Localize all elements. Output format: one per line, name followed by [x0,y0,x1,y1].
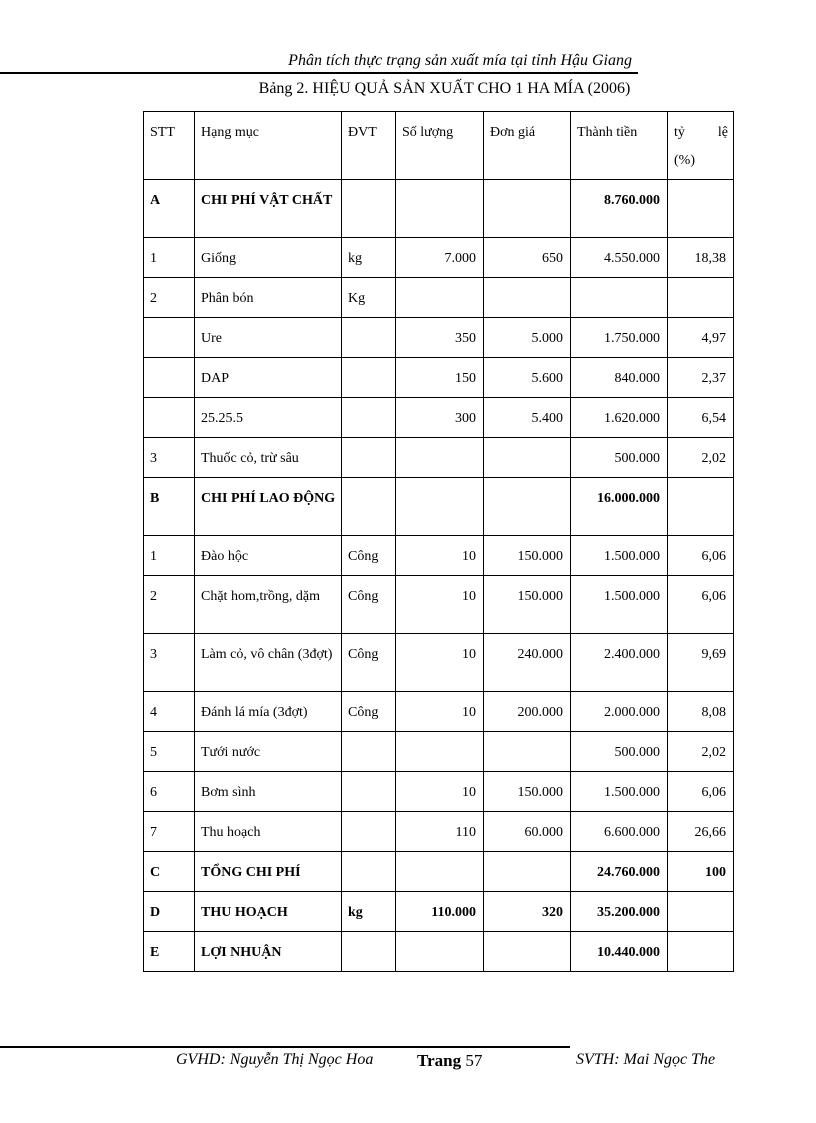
cell-percent: 8,08 [668,692,734,732]
cell-stt: E [144,932,195,972]
cell-percent: 100 [668,852,734,892]
cell-amount: 35.200.000 [571,892,668,932]
cell-unit-price [484,180,571,238]
cell-amount: 10.440.000 [571,932,668,972]
cell-item: THU HOẠCH [195,892,342,932]
table-row [144,318,734,358]
cell-unit-price [484,732,571,772]
cell-stt [144,318,195,358]
table-row [144,732,734,772]
cell-stt: 2 [144,278,195,318]
cell-quantity [396,932,484,972]
cell-quantity: 110.000 [396,892,484,932]
cell-quantity: 300 [396,398,484,438]
cell-amount: 6.600.000 [571,812,668,852]
cell-percent [668,278,734,318]
cell-amount: 1.500.000 [571,576,668,634]
header-rule [0,72,638,74]
cell-percent [668,478,734,536]
cell-item: CHI PHÍ LAO ĐỘNG [195,478,342,536]
cell-item: Phân bón [195,278,342,318]
cell-item: LỢI NHUẬN [195,932,342,972]
cell-unit [342,852,396,892]
cell-quantity: 10 [396,576,484,634]
cell-item: Thuốc cỏ, trừ sâu [195,438,342,478]
running-header-title: Phân tích thực trạng sản xuất mía tại tỉnh Hậu Giang [288,52,632,69]
table-row [144,812,734,852]
cell-item: DAP [195,358,342,398]
cell-stt: C [144,852,195,892]
cell-quantity: 150 [396,358,484,398]
cell-percent: 6,06 [668,576,734,634]
cell-unit-price: 150.000 [484,536,571,576]
cell-percent [668,180,734,238]
cell-unit: kg [342,892,396,932]
cell-quantity [396,180,484,238]
cell-amount: 1.620.000 [571,398,668,438]
footer-advisor: GVHD: Nguyễn Thị Ngọc Hoa [176,1051,374,1068]
col-header-quantity: Số lượng [396,112,484,180]
cell-unit [342,812,396,852]
col-header-stt: STT [144,112,195,180]
cell-unit [342,318,396,358]
cell-quantity [396,852,484,892]
cell-amount: 500.000 [571,732,668,772]
cell-quantity: 350 [396,318,484,358]
cell-stt: 1 [144,238,195,278]
cell-stt: 7 [144,812,195,852]
cell-unit-price: 200.000 [484,692,571,732]
cell-percent: 2,02 [668,732,734,772]
cell-stt: 3 [144,634,195,692]
cell-unit-price: 150.000 [484,576,571,634]
table-row [144,772,734,812]
cell-quantity: 7.000 [396,238,484,278]
cell-unit [342,732,396,772]
col-header-percent-unit: (%) [674,153,695,168]
cell-stt: 6 [144,772,195,812]
cell-amount: 24.760.000 [571,852,668,892]
cell-unit-price: 60.000 [484,812,571,852]
cell-stt: 1 [144,536,195,576]
cell-item: Đánh lá mía (3đợt) [195,692,342,732]
cell-amount: 1.750.000 [571,318,668,358]
table-row [144,180,734,238]
cell-unit-price [484,278,571,318]
cell-unit: Công [342,576,396,634]
col-header-item: Hạng mục [195,112,342,180]
cell-amount: 16.000.000 [571,478,668,536]
cell-percent: 18,38 [668,238,734,278]
cell-amount: 840.000 [571,358,668,398]
table-row [144,692,734,732]
cell-percent: 2,37 [668,358,734,398]
cell-stt [144,358,195,398]
footer-page-label: Trang [417,1051,462,1070]
cell-stt: 2 [144,576,195,634]
cell-quantity [396,478,484,536]
cell-unit [342,932,396,972]
cell-item: Bơm sình [195,772,342,812]
cell-unit: Công [342,634,396,692]
table-row [144,238,734,278]
cell-unit-price: 5.000 [484,318,571,358]
cell-stt: B [144,478,195,536]
cell-quantity: 10 [396,634,484,692]
cell-quantity: 10 [396,772,484,812]
cell-percent: 6,06 [668,536,734,576]
cell-quantity [396,278,484,318]
cell-unit-price: 150.000 [484,772,571,812]
cell-item: Giống [195,238,342,278]
cell-item: Chặt hom,trồng, dặm [195,576,342,634]
cell-amount: 500.000 [571,438,668,478]
table-title: Bảng 2. HIỆU QUẢ SẢN XUẤT CHO 1 HA MÍA (2006) [258,80,631,97]
table-row [144,536,734,576]
cell-amount: 2.000.000 [571,692,668,732]
cell-unit-price: 320 [484,892,571,932]
cell-unit: Công [342,692,396,732]
cell-stt: 5 [144,732,195,772]
cell-unit-price: 5.600 [484,358,571,398]
cell-unit-price: 650 [484,238,571,278]
cell-unit [342,438,396,478]
cell-unit [342,772,396,812]
cell-unit-price: 5.400 [484,398,571,438]
cell-percent: 4,97 [668,318,734,358]
cell-unit-price: 240.000 [484,634,571,692]
cell-unit: kg [342,238,396,278]
cell-quantity: 10 [396,692,484,732]
table-row [144,278,734,318]
cell-percent: 6,54 [668,398,734,438]
cell-quantity: 10 [396,536,484,576]
cell-percent: 2,02 [668,438,734,478]
cell-stt: D [144,892,195,932]
cell-unit [342,358,396,398]
footer-page-number: 57 [465,1051,483,1070]
col-header-unit: ĐVT [342,112,396,180]
col-header-amount: Thành tiền [571,112,668,180]
col-header-percent [668,112,734,180]
cell-unit-price [484,932,571,972]
table-row [144,852,734,892]
cell-percent: 26,66 [668,812,734,852]
cell-percent: 9,69 [668,634,734,692]
footer-page [417,1051,482,1071]
cell-quantity [396,732,484,772]
cell-item: 25.25.5 [195,398,342,438]
cell-item: Tưới nước [195,732,342,772]
cell-item: CHI PHÍ VẬT CHẤT [195,180,342,238]
table-row [144,634,734,692]
cell-quantity: 110 [396,812,484,852]
cell-unit-price [484,852,571,892]
cell-item: Làm cỏ, vô chân (3đợt) [195,634,342,692]
cell-amount: 4.550.000 [571,238,668,278]
table-row [144,576,734,634]
footer-student: SVTH: Mai Ngọc The [576,1051,716,1068]
cell-amount: 2.400.000 [571,634,668,692]
col-header-percent-word2: lệ [717,125,728,140]
cell-unit-price [484,478,571,536]
cell-amount: 1.500.000 [571,536,668,576]
footer-rule [0,1046,570,1048]
col-header-percent-word1: tỷ [674,125,685,140]
table-row [144,892,734,932]
cell-stt: A [144,180,195,238]
cell-percent: 6,06 [668,772,734,812]
cell-item: Ure [195,318,342,358]
table-row [144,438,734,478]
table-row [144,478,734,536]
table-row [144,358,734,398]
cell-item: Thu hoạch [195,812,342,852]
cell-stt: 3 [144,438,195,478]
cell-percent [668,932,734,972]
cell-unit [342,180,396,238]
table-header-row [144,112,734,180]
cell-stt: 4 [144,692,195,732]
cell-stt [144,398,195,438]
cost-efficiency-table [143,111,734,972]
cell-percent [668,892,734,932]
cell-amount [571,278,668,318]
cell-unit [342,478,396,536]
col-header-unit-price: Đơn giá [484,112,571,180]
cell-quantity [396,438,484,478]
cell-unit-price [484,438,571,478]
cell-item: Đào hộc [195,536,342,576]
cell-amount: 1.500.000 [571,772,668,812]
cell-item: TỔNG CHI PHÍ [195,852,342,892]
cell-unit [342,398,396,438]
cell-unit: Công [342,536,396,576]
cell-unit: Kg [342,278,396,318]
cell-amount: 8.760.000 [571,180,668,238]
table-row [144,398,734,438]
table-row [144,932,734,972]
